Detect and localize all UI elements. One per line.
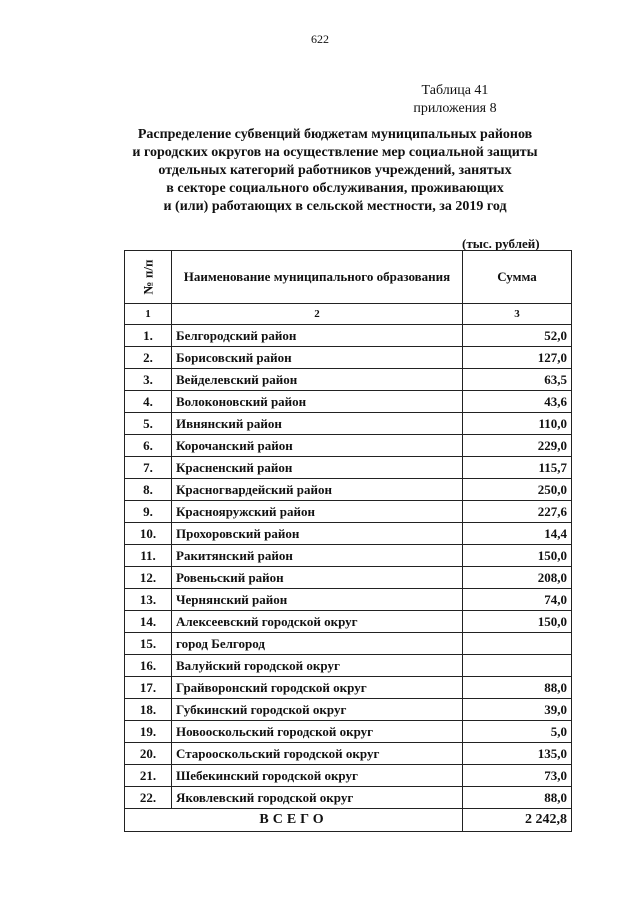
table-row bbox=[125, 743, 572, 765]
row-sum: 135,0 bbox=[463, 743, 572, 765]
row-number: 1. bbox=[125, 325, 172, 347]
row-number: 13. bbox=[125, 589, 172, 611]
row-number: 4. bbox=[125, 391, 172, 413]
table-row bbox=[125, 721, 572, 743]
table-label: Таблица 41 bbox=[421, 83, 489, 98]
row-number: 11. bbox=[125, 545, 172, 567]
table-row bbox=[125, 347, 572, 369]
row-municipality: Ивнянский район bbox=[172, 413, 463, 435]
header-name: Наименование муниципального образования bbox=[172, 251, 463, 304]
row-municipality: Грайворонский городской округ bbox=[172, 677, 463, 699]
row-municipality: Красногвардейский район bbox=[172, 479, 463, 501]
document-title bbox=[110, 126, 560, 216]
table-row bbox=[125, 325, 572, 347]
column-index: 3 bbox=[463, 304, 572, 325]
row-sum: 150,0 bbox=[463, 545, 572, 567]
row-number: 9. bbox=[125, 501, 172, 523]
row-municipality: Губкинский городской округ bbox=[172, 699, 463, 721]
row-number: 2. bbox=[125, 347, 172, 369]
row-municipality: Ракитянский район bbox=[172, 545, 463, 567]
row-municipality: Волоконовский район bbox=[172, 391, 463, 413]
row-number: 14. bbox=[125, 611, 172, 633]
row-number: 15. bbox=[125, 633, 172, 655]
row-sum: 229,0 bbox=[463, 435, 572, 457]
row-sum: 115,7 bbox=[463, 457, 572, 479]
header-row bbox=[125, 251, 572, 304]
row-sum: 39,0 bbox=[463, 699, 572, 721]
table-row bbox=[125, 479, 572, 501]
column-index: 2 bbox=[172, 304, 463, 325]
table-row bbox=[125, 787, 572, 809]
table-row bbox=[125, 655, 572, 677]
row-municipality: Яковлевский городской округ bbox=[172, 787, 463, 809]
row-municipality: Прохоровский район bbox=[172, 523, 463, 545]
table-row bbox=[125, 633, 572, 655]
header-sum: Сумма bbox=[463, 251, 572, 304]
row-municipality: Краснояружский район bbox=[172, 501, 463, 523]
row-municipality: Валуйский городской округ bbox=[172, 655, 463, 677]
row-sum: 250,0 bbox=[463, 479, 572, 501]
row-sum: 5,0 bbox=[463, 721, 572, 743]
table-row bbox=[125, 369, 572, 391]
table-row bbox=[125, 567, 572, 589]
total-sum: 2 242,8 bbox=[463, 809, 572, 832]
row-number: 17. bbox=[125, 677, 172, 699]
row-municipality: Корочанский район bbox=[172, 435, 463, 457]
row-number: 8. bbox=[125, 479, 172, 501]
row-sum: 227,6 bbox=[463, 501, 572, 523]
row-sum: 127,0 bbox=[463, 347, 572, 369]
row-number: 6. bbox=[125, 435, 172, 457]
row-number: 10. bbox=[125, 523, 172, 545]
row-municipality: Алексеевский городской округ bbox=[172, 611, 463, 633]
table-row bbox=[125, 435, 572, 457]
row-sum bbox=[463, 633, 572, 655]
appendix-label: приложения 8 bbox=[413, 101, 497, 116]
row-sum bbox=[463, 655, 572, 677]
row-number: 20. bbox=[125, 743, 172, 765]
title-line: отдельных категорий работников учреждений, занятых bbox=[158, 163, 512, 178]
row-sum: 110,0 bbox=[463, 413, 572, 435]
row-municipality: Новооскольский городской округ bbox=[172, 721, 463, 743]
table-row bbox=[125, 611, 572, 633]
row-sum: 88,0 bbox=[463, 677, 572, 699]
column-index: 1 bbox=[125, 304, 172, 325]
row-number: 7. bbox=[125, 457, 172, 479]
table-row bbox=[125, 523, 572, 545]
row-sum: 43,6 bbox=[463, 391, 572, 413]
row-number: 21. bbox=[125, 765, 172, 787]
table-row bbox=[125, 545, 572, 567]
row-municipality: город Белгород bbox=[172, 633, 463, 655]
title-line: и (или) работающих в сельской местности, за 2019 год bbox=[163, 199, 507, 214]
subventions-table bbox=[124, 250, 572, 832]
row-number: 19. bbox=[125, 721, 172, 743]
row-number: 5. bbox=[125, 413, 172, 435]
table-row bbox=[125, 391, 572, 413]
table-row bbox=[125, 677, 572, 699]
row-sum: 88,0 bbox=[463, 787, 572, 809]
row-sum: 63,5 bbox=[463, 369, 572, 391]
page-number: 622 bbox=[311, 32, 329, 46]
row-sum: 52,0 bbox=[463, 325, 572, 347]
table-row bbox=[125, 765, 572, 787]
row-sum: 73,0 bbox=[463, 765, 572, 787]
total-label: ВСЕГО bbox=[125, 809, 463, 832]
row-municipality: Белгородский район bbox=[172, 325, 463, 347]
table-row bbox=[125, 699, 572, 721]
appendix-reference bbox=[380, 82, 530, 118]
table-row bbox=[125, 501, 572, 523]
title-line: Распределение субвенций бюджетам муниципальных районов bbox=[137, 127, 533, 142]
row-number: 18. bbox=[125, 699, 172, 721]
row-municipality: Чернянский район bbox=[172, 589, 463, 611]
row-municipality: Красненский район bbox=[172, 457, 463, 479]
title-line: и городских округов на осуществление мер социальной защиты bbox=[132, 145, 538, 160]
row-number: 12. bbox=[125, 567, 172, 589]
header-number-label: № п/п bbox=[140, 259, 155, 295]
table-row bbox=[125, 589, 572, 611]
row-municipality: Борисовский район bbox=[172, 347, 463, 369]
row-sum: 14,4 bbox=[463, 523, 572, 545]
row-municipality: Вейделевский район bbox=[172, 369, 463, 391]
row-sum: 208,0 bbox=[463, 567, 572, 589]
row-municipality: Шебекинский городской округ bbox=[172, 765, 463, 787]
column-index-row bbox=[125, 304, 572, 325]
row-number: 22. bbox=[125, 787, 172, 809]
row-municipality: Старооскольский городской округ bbox=[172, 743, 463, 765]
table-row bbox=[125, 413, 572, 435]
row-sum: 74,0 bbox=[463, 589, 572, 611]
units-label: (тыс. рублей) bbox=[462, 236, 540, 251]
table-row bbox=[125, 457, 572, 479]
title-line: в секторе социального обслуживания, проживающих bbox=[166, 181, 504, 196]
total-row bbox=[125, 809, 572, 832]
row-number: 3. bbox=[125, 369, 172, 391]
row-number: 16. bbox=[125, 655, 172, 677]
header-number bbox=[125, 251, 172, 304]
row-sum: 150,0 bbox=[463, 611, 572, 633]
row-municipality: Ровеньский район bbox=[172, 567, 463, 589]
